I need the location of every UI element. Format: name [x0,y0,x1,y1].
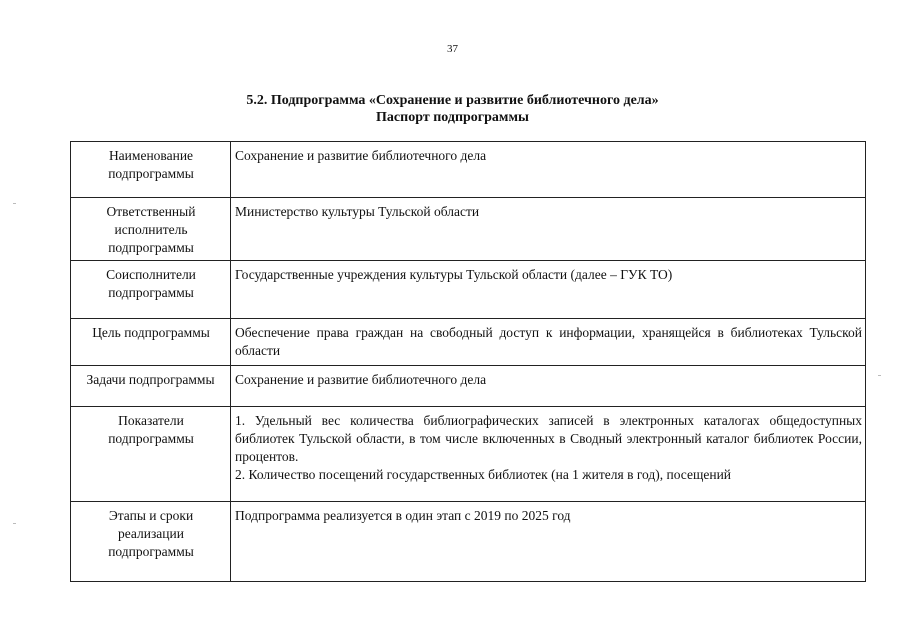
indicator-item-2: 2. Количество посещений государственных библиотек (на 1 жителя в год), посещений [235,467,732,482]
section-heading [0,92,905,126]
row-label-stages: Этапы и сроки реализации подпрограммы [71,502,231,582]
table-row [71,366,866,407]
row-label-indicators: Показатели подпрограммы [71,407,231,502]
table-row [71,502,866,582]
section-title: 5.2. Подпрограмма «Сохранение и развитие библиотечного дела» [246,93,659,108]
table-row [71,142,866,198]
table-row [71,198,866,261]
passport-title: Паспорт подпрограммы [376,110,529,125]
indicator-item-1: 1. Удельный вес количества библиографических записей в электронных каталогах общедоступных библиотек Тульской области, в том числе включенных в Сводный электронный каталог библиотек России, процентов. [235,413,862,464]
row-value-name: Сохранение и развитие библиотечного дела [231,142,866,198]
table-row [71,261,866,319]
page-number: 37 [447,43,458,55]
row-label-tasks: Задачи подпрограммы [71,366,231,407]
row-value-responsible: Министерство культуры Тульской области [231,198,866,261]
row-value-coexecutors: Государственные учреждения культуры Тульской области (далее – ГУК ТО) [231,261,866,319]
row-value-indicators [231,407,866,502]
row-label-goal: Цель подпрограммы [71,319,231,366]
row-label-name: Наименование подпрограммы [71,142,231,198]
row-value-tasks: Сохранение и развитие библиотечного дела [231,366,866,407]
row-label-coexecutors: Соисполнители подпрограммы [71,261,231,319]
scan-artifact [13,203,16,204]
subprogram-passport-table [70,141,866,582]
scan-artifact [878,375,881,376]
scan-artifact [13,523,16,524]
row-value-stages: Подпрограмма реализуется в один этап с 2019 по 2025 год [231,502,866,582]
row-label-responsible: Ответственный исполнитель подпрограммы [71,198,231,261]
row-value-goal: Обеспечение права граждан на свободный доступ к информации, хранящейся в библиотеках Тульской области [231,319,866,366]
table-row [71,319,866,366]
table-row [71,407,866,502]
